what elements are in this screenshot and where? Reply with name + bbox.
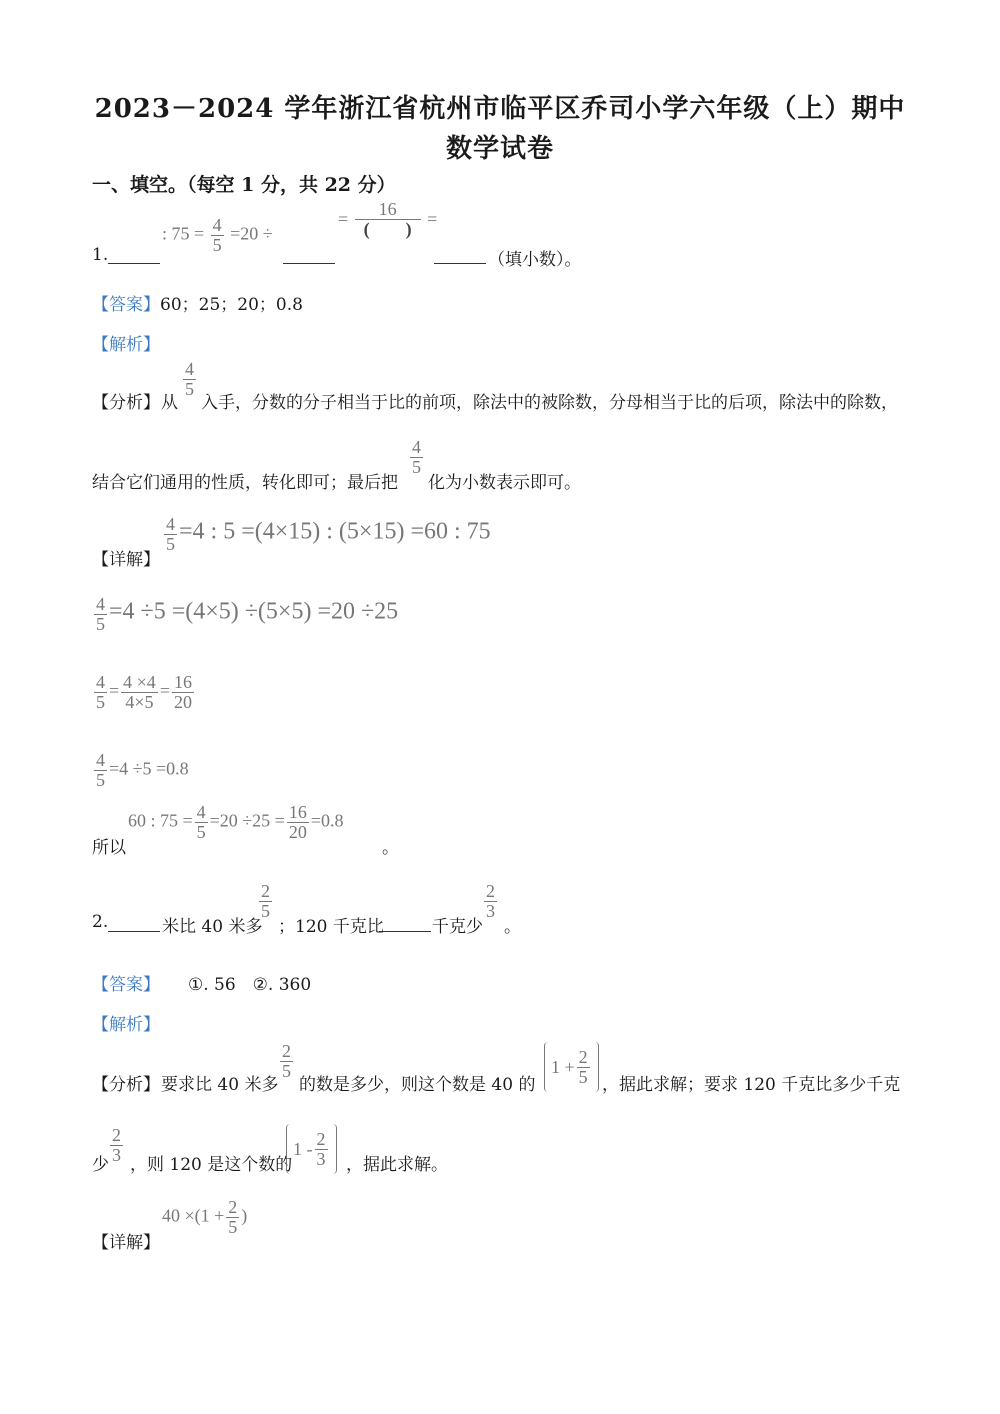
- answer-blank[interactable]: [283, 262, 335, 264]
- q1-hint: （填小数）。: [488, 250, 582, 270]
- fraction-2-3: $\frac{2}{3}$: [486, 881, 495, 921]
- bracket-expression: 1 - $\frac{2}{3}$: [286, 1124, 337, 1174]
- answer-label: 【答案】: [92, 295, 160, 315]
- fraction-4-5: $\frac{4}{5}$: [185, 359, 194, 399]
- answer-blank[interactable]: [108, 262, 160, 264]
- fraction-2-5: $\frac{2}{5}$: [261, 881, 270, 921]
- detail-equation: $\frac{4}{5}$ =4 : 5 =(4×15) : (5×15) =60 : 75: [166, 514, 491, 554]
- q1-expression: : 75 = $\frac{4}{5}$ =20 ÷: [162, 215, 273, 255]
- detail-label: 【详解】: [92, 1233, 160, 1253]
- analysis-text: 的数是多少，则这个数是 40 的: [299, 1075, 536, 1095]
- page-title: 2023－2024 学年浙江省杭州市临平区乔司小学六年级（上）期中: [94, 94, 906, 124]
- answer-blank[interactable]: [108, 930, 160, 932]
- answer-label: 【答案】: [92, 975, 160, 995]
- question-text: 米比 40 米多: [162, 917, 263, 937]
- answer-blank[interactable]: [379, 930, 431, 932]
- analysis-text: 要求比 40 米多: [161, 1075, 279, 1095]
- so-label: 所以: [92, 838, 126, 858]
- period: 。: [504, 917, 521, 937]
- q1-answer: [92, 290, 303, 315]
- answer-text: 60；25；20；0.8: [160, 295, 303, 315]
- page-subtitle: 数学试卷: [445, 134, 554, 164]
- analysis-text: ，据此求解。: [346, 1155, 448, 1175]
- analysis-text: 入手，分数的分子相当于比的前项，除法中的被除数，分母相当于比的后项，除法中的除数，: [201, 393, 898, 413]
- analysis-text: 少: [92, 1155, 109, 1175]
- analysis-text: 从: [161, 393, 178, 413]
- section-heading-fill-blank: 一、填空。（每空 1 分，共 22 分）: [92, 174, 396, 196]
- q1-detail-line-4: $\frac{4}{5}$ =4 ÷5 =0.8: [96, 750, 189, 790]
- q1-fraction-blank: = $\frac{16}{( )}$ =: [338, 199, 438, 239]
- q1-detail-line-3: $\frac{4}{5}$ = $\frac{4 \times 4}{4\times 5}$ = $\frac{16}{20}$: [96, 672, 192, 712]
- question-text: ；120 千克比: [278, 917, 384, 937]
- analysis-text: ，据此求解；要求 120 千克比多少千克: [602, 1075, 901, 1095]
- analysis-text: 结合它们通用的性质，转化即可；最后把: [92, 473, 398, 493]
- paren-answer-blank[interactable]: ( ): [363, 218, 412, 239]
- period: 。: [382, 838, 399, 858]
- question-text: 千克少: [432, 917, 483, 937]
- q2-answer: [92, 970, 311, 995]
- q1-detail-line-2: $\frac{4}{5}$ =4 ÷5 =(4×5) ÷(5×5) =20 ÷25: [96, 594, 399, 634]
- analysis-sub-label: 【分析】: [92, 393, 160, 413]
- detail-label: 【详解】: [92, 550, 160, 570]
- fraction-2-5: $\frac{2}{5}$: [282, 1041, 291, 1081]
- fraction-2-3: $\frac{2}{3}$: [112, 1125, 121, 1165]
- conclusion-equation: 60 : 75 = $\frac{4}{5}$ =20 ÷25 = $\frac{16}{20}$ =0.8: [128, 802, 344, 842]
- answer-blank[interactable]: [434, 262, 486, 264]
- fraction-4-5: $\frac{4}{5}$: [412, 437, 421, 477]
- analysis-text: ，则 120 是这个数的: [130, 1155, 293, 1175]
- analysis-label: 【解析】: [92, 1015, 160, 1035]
- answer-text: ①. 56 ②. 360: [188, 975, 312, 995]
- bracket-expression: 1 + $\frac{2}{5}$: [544, 1042, 599, 1092]
- question-number: 2.: [92, 912, 109, 932]
- analysis-label: 【解析】: [92, 335, 160, 355]
- analysis-sub-label: 【分析】: [92, 1075, 160, 1095]
- question-number: 1.: [92, 245, 109, 265]
- detail-equation: 40 ×(1 + $\frac{2}{5}$ ): [162, 1197, 248, 1237]
- analysis-text: 化为小数表示即可。: [428, 473, 581, 493]
